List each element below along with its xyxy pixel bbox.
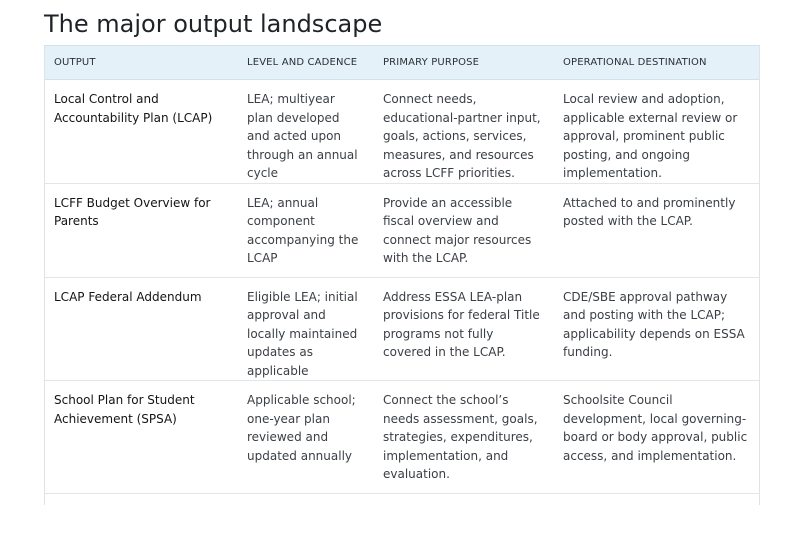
- level-cell: LEA; multiyear plan developed and acted upon through an annual cycle: [238, 80, 374, 184]
- purpose-cell: Address ESSA LEA-plan provisions for federal Title programs not fully covered in the LCAP.: [374, 277, 554, 381]
- table-row: [45, 183, 759, 277]
- column-header-operational-destination: OPERATIONAL DESTINATION: [554, 46, 759, 80]
- table-header: [45, 46, 759, 80]
- level-cell: Applicable school; one-year plan reviewed and updated annually: [238, 381, 374, 494]
- purpose-cell: Provide an accessible fiscal overview and connect major resources with the LCAP.: [374, 183, 554, 277]
- output-cell: LCFF Budget Overview for Parents: [45, 183, 238, 277]
- page-title: The major output landscape: [44, 8, 382, 40]
- table-row: [45, 277, 759, 381]
- table-row-partial: [45, 494, 759, 534]
- purpose-cell: Connect the school’s needs assessment, goals, strategies, expenditures, implementation, and evaluation.: [374, 381, 554, 494]
- column-header-primary-purpose: PRIMARY PURPOSE: [374, 46, 554, 80]
- empty-cell: [238, 494, 374, 534]
- level-cell: LEA; annual component accompanying the LCAP: [238, 183, 374, 277]
- destination-cell: Schoolsite Council development, local governing-board or body approval, public access, and implementation.: [554, 381, 759, 494]
- table-row: [45, 381, 759, 494]
- empty-cell: [554, 494, 759, 534]
- purpose-cell: Connect needs, educational-partner input, goals, actions, services, measures, and resources across LCFF priorities.: [374, 80, 554, 184]
- output-cell: School Plan for Student Achievement (SPSA): [45, 381, 238, 494]
- empty-cell: [45, 494, 238, 534]
- destination-cell: Attached to and prominently posted with the LCAP.: [554, 183, 759, 277]
- level-cell: Eligible LEA; initial approval and locally maintained updates as applicable: [238, 277, 374, 381]
- table-row: [45, 80, 759, 184]
- column-header-output: OUTPUT: [45, 46, 238, 80]
- output-landscape-table-container: [44, 45, 760, 505]
- table-body: [45, 80, 759, 534]
- destination-cell: CDE/SBE approval pathway and posting with the LCAP; applicability depends on ESSA funding.: [554, 277, 759, 381]
- empty-cell: [374, 494, 554, 534]
- destination-cell: Local review and adoption, applicable external review or approval, prominent public posting, and ongoing implementation.: [554, 80, 759, 184]
- table-header-row: [45, 46, 759, 80]
- column-header-level-and-cadence: LEVEL AND CADENCE: [238, 46, 374, 80]
- output-landscape-table: [45, 45, 759, 534]
- output-cell: Local Control and Accountability Plan (LCAP): [45, 80, 238, 184]
- output-cell: LCAP Federal Addendum: [45, 277, 238, 381]
